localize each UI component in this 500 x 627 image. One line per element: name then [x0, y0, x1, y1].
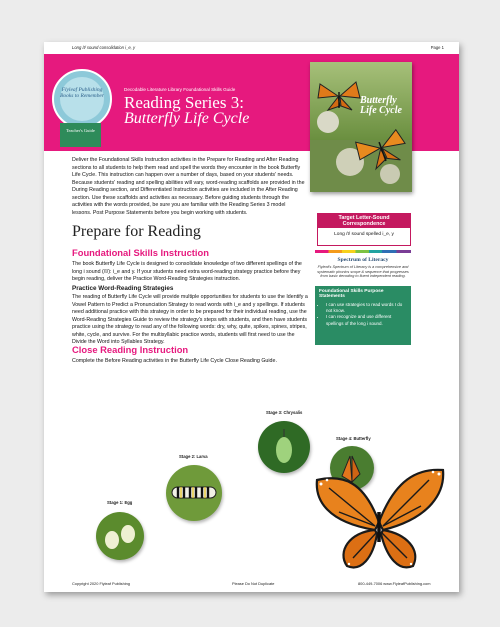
close-reading-heading: Close Reading Instruction	[72, 344, 189, 355]
section-title: Prepare for Reading	[72, 223, 201, 240]
footer-copyright: Copyright 2020 Flyleaf Publishing	[72, 581, 130, 586]
footer-notice: Please Do Not Duplicate	[232, 581, 275, 586]
egg-stage-image	[96, 512, 144, 560]
spectrum-description: Flyleaf's Spectrum of Literacy is a comprehensive and systematic phonics scope & sequence that progresses from basic decoding to fluent independent reading.	[317, 265, 409, 279]
teacher-guide-page	[44, 42, 459, 592]
stage-label-larva: Stage 2: Larva	[179, 454, 208, 459]
monarch-butterfly-icon	[309, 462, 449, 574]
footer-contact: 800-449-7006 www.FlyleafPublishing.com	[358, 581, 431, 586]
foundational-heading: Foundational Skills Instruction	[72, 247, 209, 258]
chrysalis-icon	[258, 421, 310, 473]
banner-book-title: Butterfly Life Cycle	[124, 110, 250, 127]
cover-title: Butterfly Life Cycle	[360, 95, 402, 116]
practice-body: The reading of Butterfly Life Cycle will provide multiple opportunities for students to use the Identify a Vowel Pattern to Predict a Pronunciation Strategy to read words with i_e and y spellings. If students need additional practice with this strategy in order to be prepared for their individual reading, use the Word-Reading Strategies Guide to review the strategy's steps with students, and then have students practice using the strategy to read any of the following words: dry, why, quite, spikes, spines, stripes, white, cycle, and survive. For the multisyllabic practice words, students will first need to use the Divide the Word into Syllables Strategy.	[72, 294, 308, 345]
stage-label-egg: Stage 1: Egg	[107, 500, 133, 505]
egg-icon	[96, 512, 144, 560]
close-reading-body: Complete the Before Reading activities in the Butterfly Life Cycle Close Reading Guide.	[72, 358, 277, 364]
spectrum-title: Spectrum of Literacy	[337, 257, 389, 263]
logo-text: Flyleaf Publishing Books to Remember	[60, 77, 104, 121]
banner-subtitle: Decodable Literature Library Foundational Skills Guide	[124, 87, 236, 92]
purpose-item: • I can recognize and use different spellings of the long i sound.	[326, 314, 407, 326]
larva-stage-image	[166, 465, 222, 521]
purpose-list	[319, 302, 407, 327]
chrysalis-stage-image	[258, 421, 310, 473]
banner-title: Reading Series 3:	[124, 93, 244, 112]
target-box-body: Long /ī/ sound spelled i_e, y	[334, 232, 394, 237]
cover-butterfly-icon	[310, 62, 412, 192]
practice-heading: Practice Word-Reading Strategies	[72, 285, 174, 292]
purpose-statements-box	[315, 286, 411, 345]
foundational-body: The book Butterfly Life Cycle is designed to consolidate knowledge of two different spellings of the long i sound (/ī/): i_e and y. If your students need extra word-reading strategy practice before they begin reading, deliver the Practice Word-Reading Strategies instruction.	[72, 261, 302, 282]
purpose-title: Foundational Skills Purpose Statements	[319, 289, 384, 299]
spectrum-color-strip	[315, 250, 411, 253]
flyleaf-logo	[52, 69, 112, 129]
caterpillar-icon	[166, 465, 222, 521]
purpose-item: • I can use strategies to read words I do not know.	[326, 302, 407, 314]
stage-label-chrysalis: Stage 3: Chrysalis	[266, 410, 303, 415]
target-letter-sound-box	[317, 213, 411, 246]
header-left-text: Long /ī/ sound consolidation i_e, y	[72, 45, 136, 50]
spectrum-block	[315, 257, 411, 279]
book-cover-image	[310, 62, 412, 192]
target-box-heading: Target Letter-Sound Correspondence	[318, 214, 410, 228]
teachers-guide-badge: Teacher's Guide	[60, 123, 101, 147]
page-number: Page 1	[430, 45, 444, 50]
stage-label-butterfly: Stage 4: Butterfly	[336, 436, 371, 441]
top-line	[44, 42, 459, 51]
intro-paragraph: Deliver the Foundational Skills Instruction activities in the Prepare for Reading and After Reading sections to all students to help them read and spell the words they encounter in the book Butterfly Life Cycle. This instruction can happen over a number of days, based on your students' needs. Because students' reading and spelling abilities will vary, word-reading scaffolds are provided in the During Reading section, and Differentiated Instruction activities are included in the After Reading section. Use these scaffolds and activities as necessary. Before guiding students through the activities with the words provided, be sure you are familiar with the Reading Series 3 model lessons. Post Purpose Statements before you begin working with students.	[72, 157, 305, 216]
